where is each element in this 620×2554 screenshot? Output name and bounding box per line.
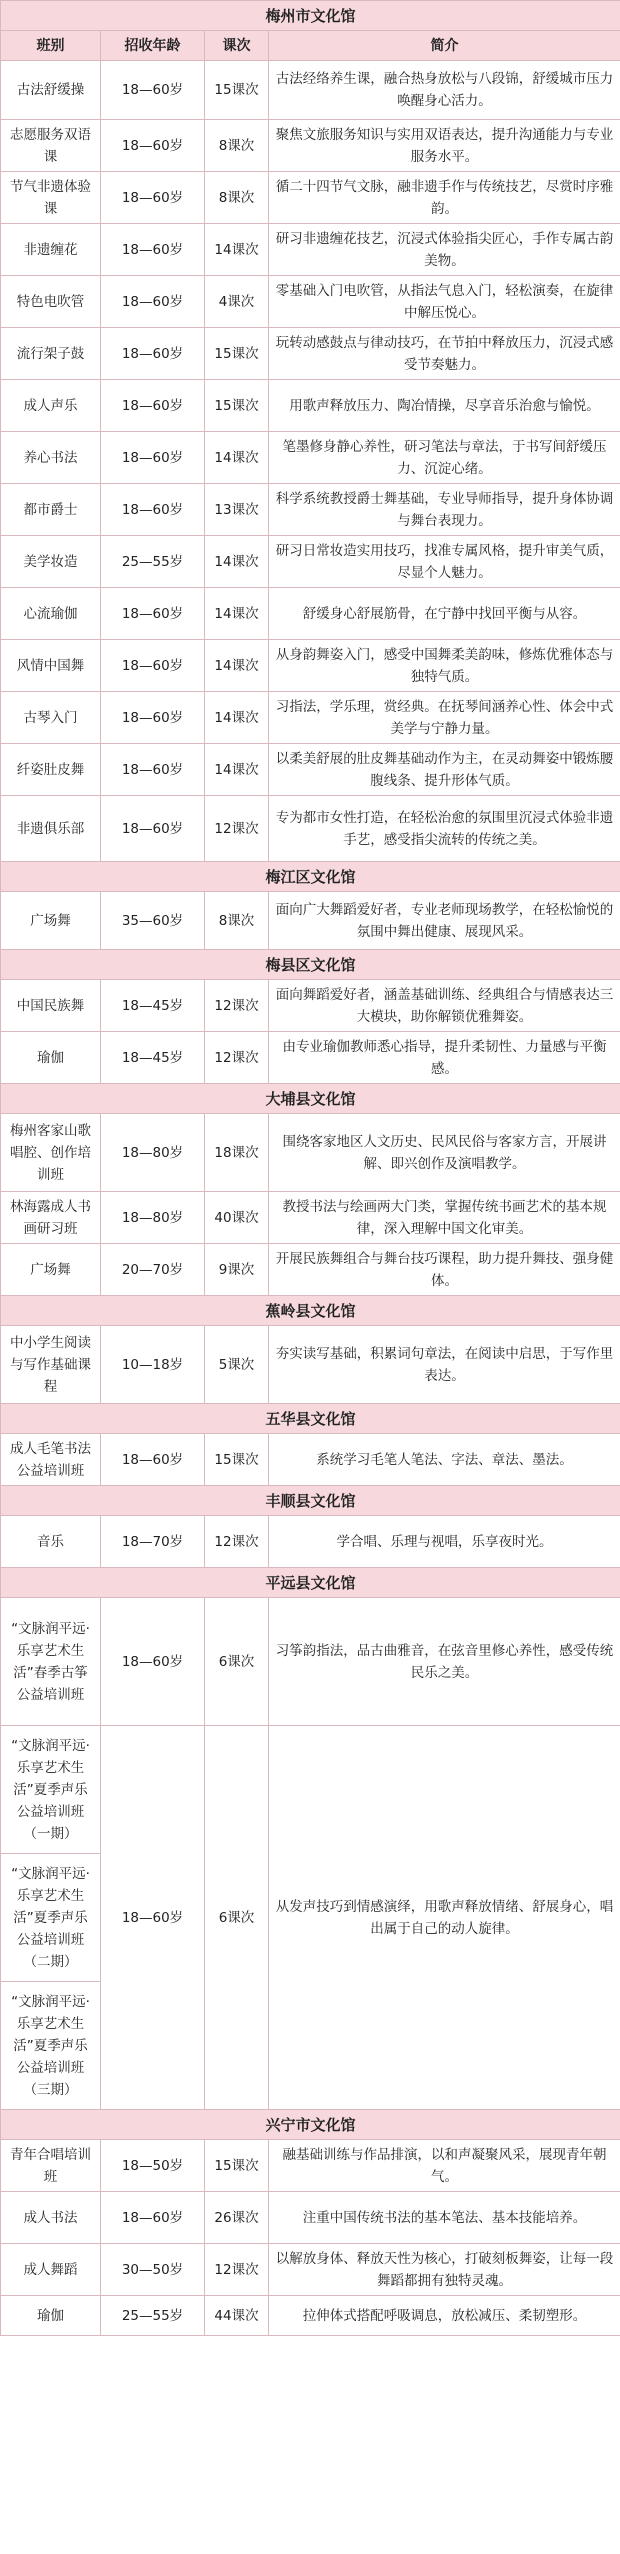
table-row: [1, 1032, 620, 1084]
table-row: [1, 1244, 620, 1296]
age-cell: 18—60岁: [101, 1434, 205, 1486]
table-row: [1, 2244, 620, 2296]
intro-cell: 从发声技巧到情感演绎，用歌声释放情绪、舒展身心，唱出属于自己的动人旋律。: [269, 1726, 620, 2110]
section-title: 兴宁市文化馆: [1, 2110, 620, 2140]
age-cell: 18—60岁: [101, 224, 205, 276]
table-row: [1, 744, 620, 796]
table-row: [1, 120, 620, 172]
sessions-cell: 15课次: [205, 380, 269, 432]
class-name-cell: 古琴入门: [1, 692, 101, 744]
table-row: [1, 588, 620, 640]
age-cell: 18—80岁: [101, 1114, 205, 1192]
intro-cell: 科学系统教授爵士舞基础，专业导师指导，提升身体协调与舞台表现力。: [269, 484, 620, 536]
class-name-cell: 林海露成人书画研习班: [1, 1192, 101, 1244]
section-title: 梅州市文化馆: [1, 1, 620, 31]
age-cell: 18—60岁: [101, 328, 205, 380]
table-row: [1, 224, 620, 276]
sessions-cell: 8课次: [205, 892, 269, 950]
age-cell: 20—70岁: [101, 1244, 205, 1296]
table-row: [1, 796, 620, 862]
intro-cell: 专为都市女性打造，在轻松治愈的氛围里沉浸式体验非遗手艺，感受指尖流转的传统之美。: [269, 796, 620, 862]
age-cell: 10—18岁: [101, 1326, 205, 1404]
class-name-cell: 特色电吹管: [1, 276, 101, 328]
table-row: [1, 432, 620, 484]
section-title: 五华县文化馆: [1, 1404, 620, 1434]
age-cell: 18—60岁: [101, 588, 205, 640]
section-header-row: [1, 1084, 620, 1114]
intro-cell: 围绕客家地区人文历史、民风民俗与客家方言，开展讲解、即兴创作及演唱教学。: [269, 1114, 620, 1192]
class-name-cell: 中国民族舞: [1, 980, 101, 1032]
age-cell: 18—60岁: [101, 1726, 205, 2110]
intro-cell: 系统学习毛笔人笔法、字法、章法、墨法。: [269, 1434, 620, 1486]
class-name-cell: 梅州客家山歌唱腔、创作培训班: [1, 1114, 101, 1192]
class-name-cell: 风情中国舞: [1, 640, 101, 692]
section-title: 梅县区文化馆: [1, 950, 620, 980]
sessions-cell: 8课次: [205, 172, 269, 224]
sessions-cell: 14课次: [205, 692, 269, 744]
section-header-row: [1, 1296, 620, 1326]
class-name-cell: 瑜伽: [1, 2296, 101, 2336]
table-row: [1, 1516, 620, 1568]
intro-cell: 舒缓身心舒展筋骨，在宁静中找回平衡与从容。: [269, 588, 620, 640]
intro-cell: 注重中国传统书法的基本笔法、基本技能培养。: [269, 2192, 620, 2244]
sessions-cell: 14课次: [205, 744, 269, 796]
age-cell: 18—45岁: [101, 980, 205, 1032]
column-header-age: 招收年龄: [101, 31, 205, 61]
class-name-cell: 广场舞: [1, 1244, 101, 1296]
class-name-cell: 广场舞: [1, 892, 101, 950]
intro-cell: 用歌声释放压力、陶冶情操，尽享音乐治愈与愉悦。: [269, 380, 620, 432]
intro-cell: 以解放身体、释放天性为核心，打破刻板舞姿，让每一段舞蹈都拥有独特灵魂。: [269, 2244, 620, 2296]
intro-cell: 聚焦文旅服务知识与实用双语表达，提升沟通能力与专业服务水平。: [269, 120, 620, 172]
intro-cell: 古法经络养生课，融合热身放松与八段锦，舒缓城市压力唤醒身心活力。: [269, 61, 620, 120]
sessions-cell: 9课次: [205, 1244, 269, 1296]
table-row: [1, 2140, 620, 2192]
section-header-row: [1, 1404, 620, 1434]
table-row: [1, 328, 620, 380]
age-cell: 18—60岁: [101, 744, 205, 796]
section-title: 蕉岭县文化馆: [1, 1296, 620, 1326]
column-header-intro: 简介: [269, 31, 620, 61]
column-header-class: 班别: [1, 31, 101, 61]
age-cell: 18—60岁: [101, 796, 205, 862]
table-row: [1, 276, 620, 328]
intro-cell: 零基础入门电吹管，从指法气息入门，轻松演奏，在旋律中解压悦心。: [269, 276, 620, 328]
table-row: [1, 640, 620, 692]
sessions-cell: 5课次: [205, 1326, 269, 1404]
sessions-cell: 6课次: [205, 1598, 269, 1726]
class-name-cell: 成人声乐: [1, 380, 101, 432]
age-cell: 18—60岁: [101, 276, 205, 328]
class-name-cell: 成人书法: [1, 2192, 101, 2244]
class-name-cell: “文脉润平远·乐享艺术生活”夏季声乐公益培训班（三期）: [1, 1982, 101, 2110]
table-row: [1, 2296, 620, 2336]
age-cell: 18—60岁: [101, 640, 205, 692]
intro-cell: 学合唱、乐理与视唱，乐享夜时光。: [269, 1516, 620, 1568]
intro-cell: 笔墨修身静心养性，研习笔法与章法，于书写间舒缓压力、沉淀心绪。: [269, 432, 620, 484]
intro-cell: 开展民族舞组合与舞台技巧课程，助力提升舞技、强身健体。: [269, 1244, 620, 1296]
table-row: [1, 1326, 620, 1404]
table-row: [1, 1192, 620, 1244]
age-cell: 18—60岁: [101, 2192, 205, 2244]
table-row: [1, 1598, 620, 1726]
age-cell: 18—80岁: [101, 1192, 205, 1244]
age-cell: 18—60岁: [101, 432, 205, 484]
column-header-sessions: 课次: [205, 31, 269, 61]
class-name-cell: “文脉润平远·乐享艺术生活”夏季声乐公益培训班（一期）: [1, 1726, 101, 1854]
class-name-cell: 养心书法: [1, 432, 101, 484]
class-name-cell: 志愿服务双语课: [1, 120, 101, 172]
table-row: [1, 536, 620, 588]
section-header-row: [1, 1, 620, 31]
sessions-cell: 15课次: [205, 2140, 269, 2192]
class-name-cell: 节气非遗体验课: [1, 172, 101, 224]
table-row: [1, 172, 620, 224]
sessions-cell: 18课次: [205, 1114, 269, 1192]
intro-cell: 习筝韵指法，品古曲雅音，在弦音里修心养性，感受传统民乐之美。: [269, 1598, 620, 1726]
sessions-cell: 4课次: [205, 276, 269, 328]
sessions-cell: 14课次: [205, 432, 269, 484]
column-header-row: [1, 31, 620, 61]
age-cell: 18—60岁: [101, 61, 205, 120]
sessions-cell: 14课次: [205, 640, 269, 692]
class-name-cell: 青年合唱培训班: [1, 2140, 101, 2192]
table-row: [1, 484, 620, 536]
class-name-cell: 美学妆造: [1, 536, 101, 588]
section-title: 丰顺县文化馆: [1, 1486, 620, 1516]
sessions-cell: 44课次: [205, 2296, 269, 2336]
age-cell: 25—55岁: [101, 536, 205, 588]
age-cell: 18—60岁: [101, 1598, 205, 1726]
sessions-cell: 12课次: [205, 1516, 269, 1568]
class-name-cell: “文脉润平远·乐享艺术生活”夏季声乐公益培训班（二期）: [1, 1854, 101, 1982]
sessions-cell: 14课次: [205, 588, 269, 640]
sessions-cell: 12课次: [205, 2244, 269, 2296]
class-name-cell: 中小学生阅读与写作基础课程: [1, 1326, 101, 1404]
class-name-cell: “文脉润平远·乐享艺术生活”春季古筝公益培训班: [1, 1598, 101, 1726]
sessions-cell: 14课次: [205, 536, 269, 588]
age-cell: 18—50岁: [101, 2140, 205, 2192]
class-name-cell: 瑜伽: [1, 1032, 101, 1084]
section-header-row: [1, 950, 620, 980]
age-cell: 18—60岁: [101, 172, 205, 224]
class-name-cell: 心流瑜伽: [1, 588, 101, 640]
intro-cell: 夯实读写基础，积累词句章法，在阅读中启思，于写作里表达。: [269, 1326, 620, 1404]
sessions-cell: 15课次: [205, 1434, 269, 1486]
intro-cell: 从身韵舞姿入门，感受中国舞柔美韵味，修炼优雅体态与独特气质。: [269, 640, 620, 692]
sessions-cell: 40课次: [205, 1192, 269, 1244]
sessions-cell: 12课次: [205, 1032, 269, 1084]
section-title: 平远县文化馆: [1, 1568, 620, 1598]
intro-cell: 以柔美舒展的肚皮舞基础动作为主，在灵动舞姿中锻炼腰腹线条、提升形体气质。: [269, 744, 620, 796]
intro-cell: 教授书法与绘画两大门类，掌握传统书画艺术的基本规律，深入理解中国文化审美。: [269, 1192, 620, 1244]
class-name-cell: 古法舒缓操: [1, 61, 101, 120]
sessions-cell: 26课次: [205, 2192, 269, 2244]
table-row: [1, 892, 620, 950]
intro-cell: 由专业瑜伽教师悉心指导，提升柔韧性、力量感与平衡感。: [269, 1032, 620, 1084]
intro-cell: 玩转动感鼓点与律动技巧，在节拍中释放压力，沉浸式感受节奏魅力。: [269, 328, 620, 380]
section-title: 梅江区文化馆: [1, 862, 620, 892]
sessions-cell: 15课次: [205, 61, 269, 120]
class-name-cell: 非遗缠花: [1, 224, 101, 276]
class-name-cell: 成人毛笔书法公益培训班: [1, 1434, 101, 1486]
section-header-row: [1, 1486, 620, 1516]
sessions-cell: 12课次: [205, 980, 269, 1032]
age-cell: 18—60岁: [101, 692, 205, 744]
sessions-cell: 8课次: [205, 120, 269, 172]
sessions-cell: 14课次: [205, 224, 269, 276]
intro-cell: 循二十四节气文脉，融非遗手作与传统技艺，尽赏时序雅韵。: [269, 172, 620, 224]
table-row: [1, 2192, 620, 2244]
section-header-row: [1, 2110, 620, 2140]
age-cell: 18—70岁: [101, 1516, 205, 1568]
age-cell: 35—60岁: [101, 892, 205, 950]
section-header-row: [1, 1568, 620, 1598]
intro-cell: 研习非遗缠花技艺，沉浸式体验指尖匠心，手作专属古韵美物。: [269, 224, 620, 276]
intro-cell: 面向广大舞蹈爱好者，专业老师现场教学，在轻松愉悦的氛围中舞出健康、展现风采。: [269, 892, 620, 950]
section-header-row: [1, 862, 620, 892]
table-row: [1, 380, 620, 432]
class-name-cell: 成人舞蹈: [1, 2244, 101, 2296]
class-name-cell: 都市爵士: [1, 484, 101, 536]
age-cell: 25—55岁: [101, 2296, 205, 2336]
class-name-cell: 非遗俱乐部: [1, 796, 101, 862]
sessions-cell: 6课次: [205, 1726, 269, 2110]
class-name-cell: 流行架子鼓: [1, 328, 101, 380]
age-cell: 18—45岁: [101, 1032, 205, 1084]
table-row: [1, 980, 620, 1032]
table-row: [1, 61, 620, 120]
age-cell: 18—60岁: [101, 380, 205, 432]
intro-cell: 面向舞蹈爱好者，涵盖基础训练、经典组合与情感表达三大模块，助你解锁优雅舞姿。: [269, 980, 620, 1032]
age-cell: 30—50岁: [101, 2244, 205, 2296]
intro-cell: 习指法，学乐理，赏经典。在抚琴间涵养心性、体会中式美学与宁静力量。: [269, 692, 620, 744]
table-row: [1, 1726, 620, 1854]
table-row: [1, 1114, 620, 1192]
course-table-body: [1, 1, 620, 2336]
table-row: [1, 692, 620, 744]
class-name-cell: 音乐: [1, 1516, 101, 1568]
class-name-cell: 纤姿肚皮舞: [1, 744, 101, 796]
age-cell: 18—60岁: [101, 120, 205, 172]
intro-cell: 研习日常妆造实用技巧，找准专属风格，提升审美气质，尽显个人魅力。: [269, 536, 620, 588]
sessions-cell: 12课次: [205, 796, 269, 862]
age-cell: 18—60岁: [101, 484, 205, 536]
intro-cell: 融基础训练与作品排演，以和声凝聚风采，展现青年朝气。: [269, 2140, 620, 2192]
table-row: [1, 1434, 620, 1486]
intro-cell: 拉伸体式搭配呼吸调息，放松减压、柔韧塑形。: [269, 2296, 620, 2336]
section-title: 大埔县文化馆: [1, 1084, 620, 1114]
sessions-cell: 13课次: [205, 484, 269, 536]
sessions-cell: 15课次: [205, 328, 269, 380]
